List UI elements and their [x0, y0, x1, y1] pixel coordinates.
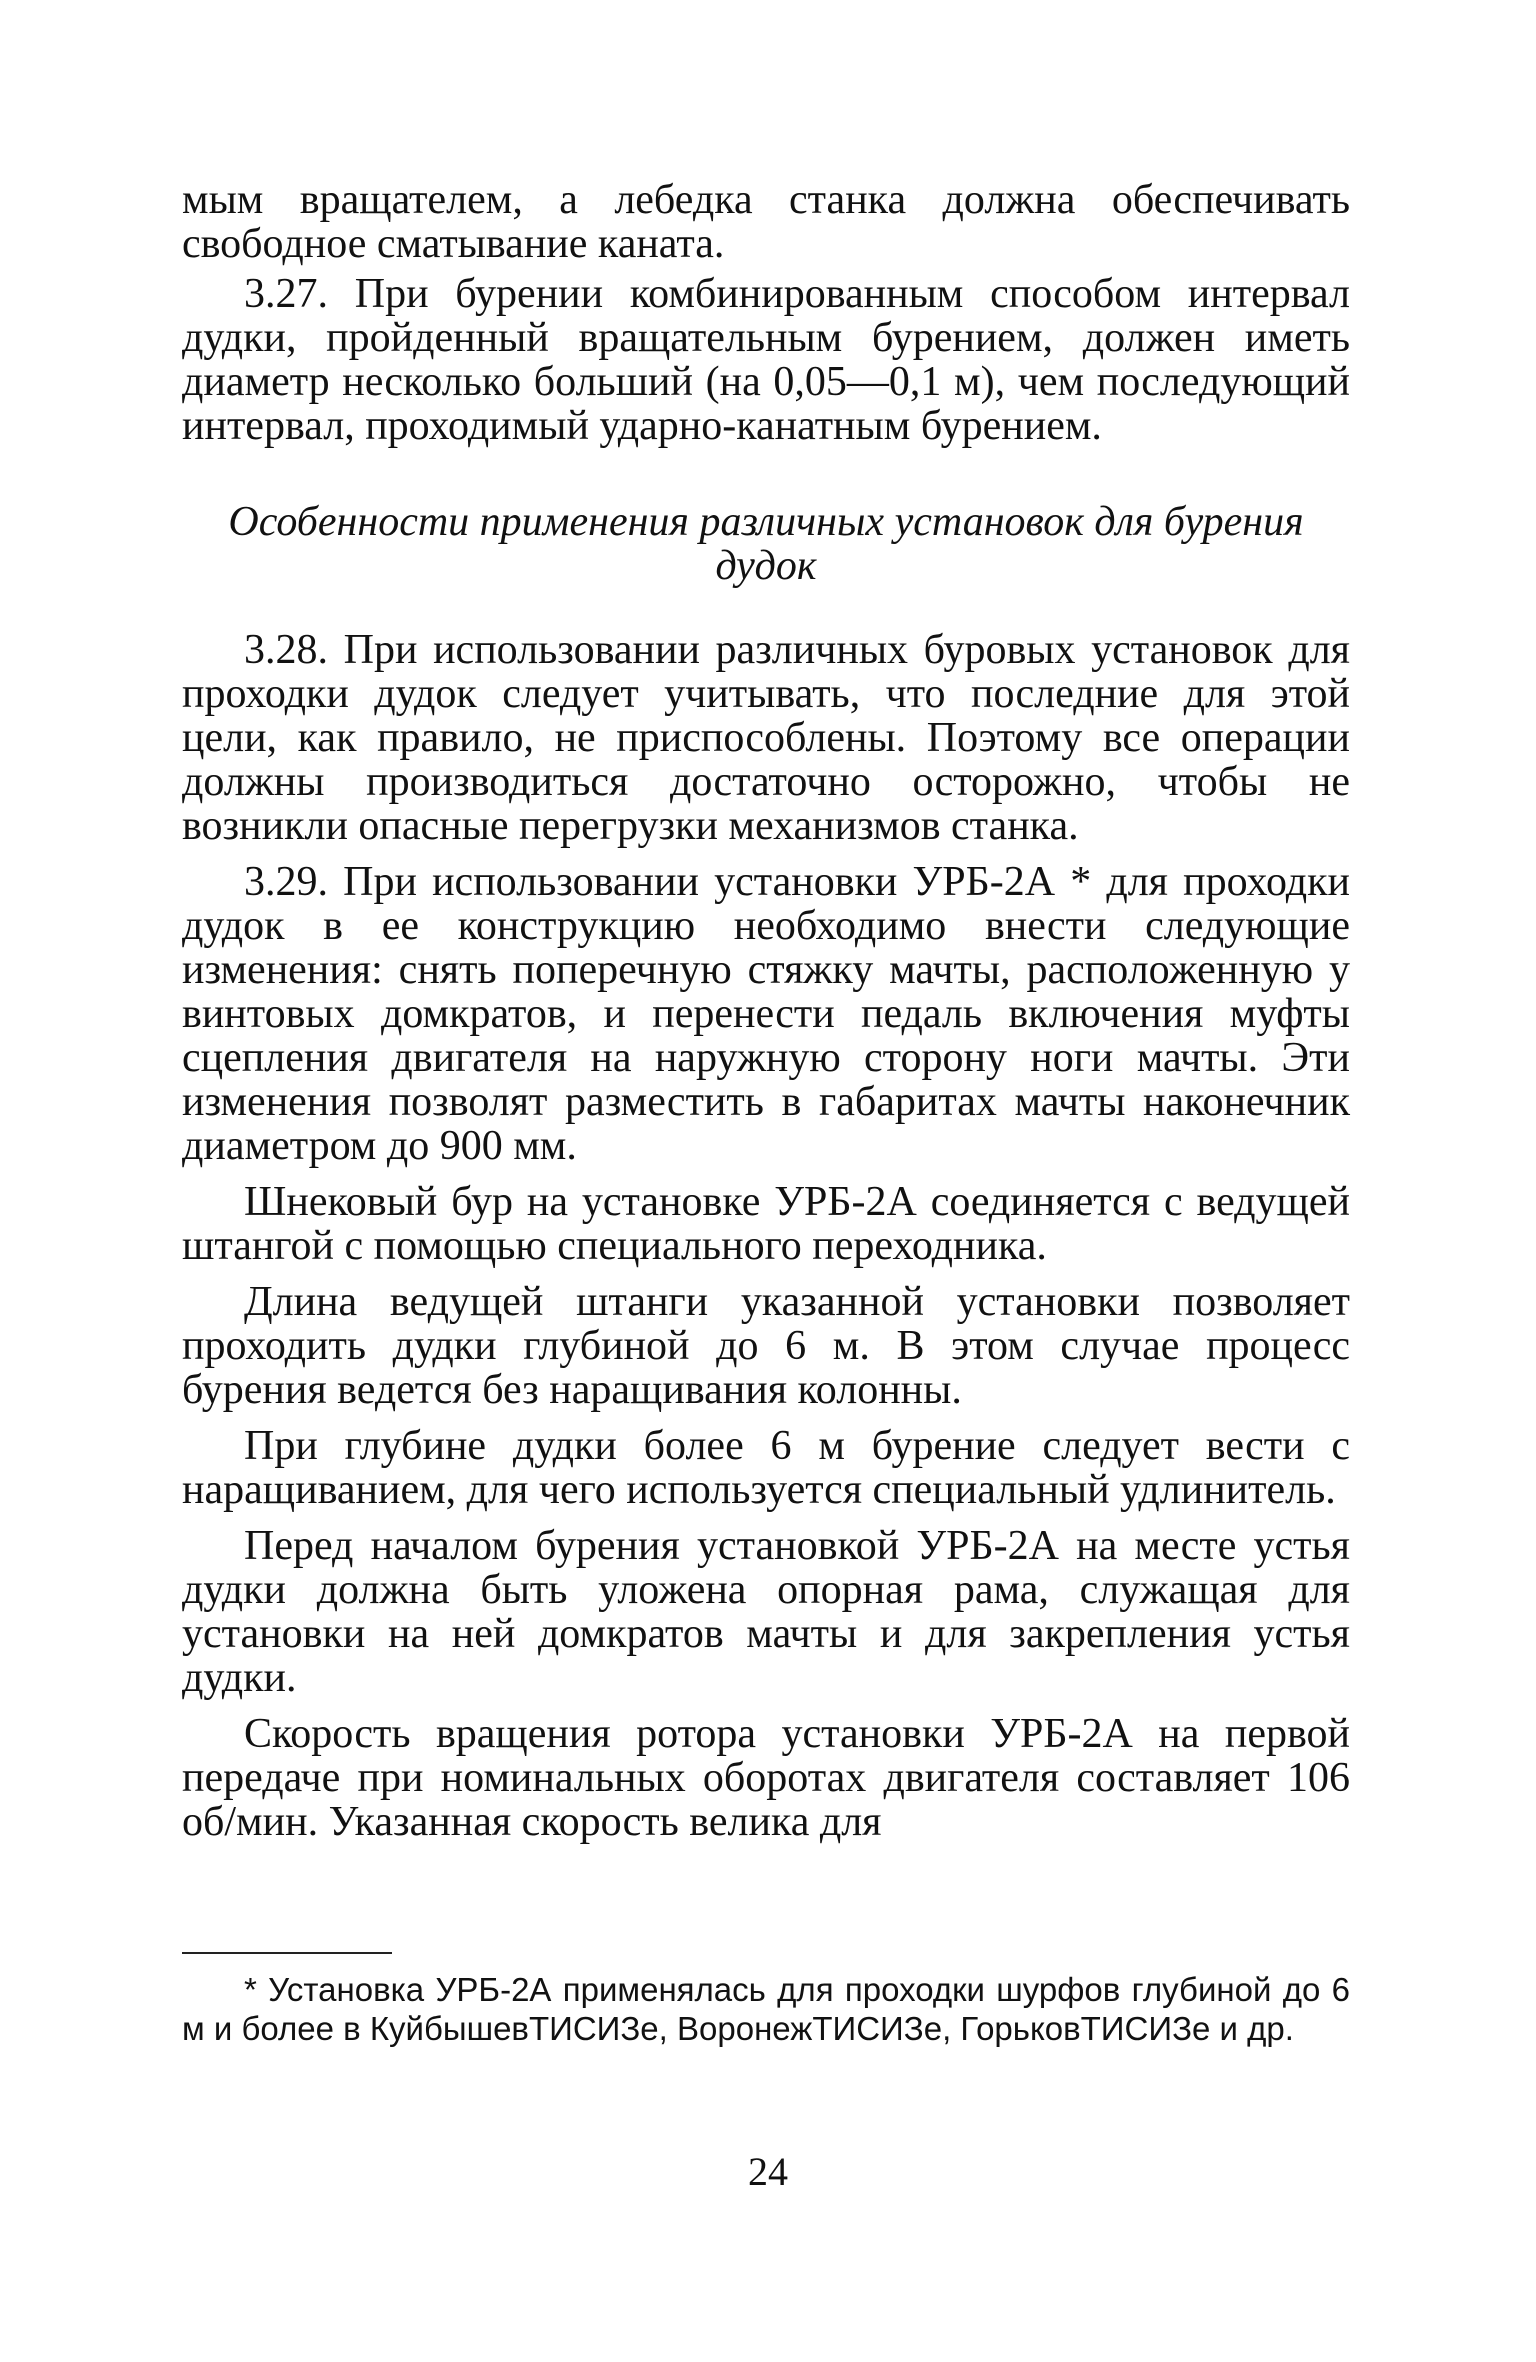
paragraph-3-27: 3.27. При бурении комбинированным способом интервал дудки, пройденный вращательным бурением, должен иметь диаметр несколько больший (на 0,05—0,1 м), чем последующий интервал, проходимый ударно-канатным бурением. — [182, 271, 1350, 449]
paragraph-pered: Перед началом бурения установкой УРБ-2А на месте устья дудки должна быть уложена опорная рама, служащая для установки на ней домкратов мачты и для закрепления устья дудки. — [182, 1523, 1350, 1701]
page-number: 24 — [748, 2149, 788, 2194]
section-heading-block — [182, 500, 1350, 588]
paragraph-3-29: 3.29. При использовании установки УРБ-2А * для проходки дудок в ее конструкцию необходимо внести следующие изменения: снять поперечную стяжку мачты, расположенную у винтовых домкратов, и перенести педаль включения муфты сцепления двигателя на наружную сторону ноги мачты. Эти изменения позволят разместить в габаритах мачты наконечник диаметром до 900 мм. — [182, 859, 1350, 1169]
footnote: * Установка УРБ-2А применялась для проходки шурфов глубиной до 6 м и более в КуйбышевТИСИЗе, ВоронежТИСИЗе, ГорьковТИСИЗе и др. — [182, 1971, 1350, 2047]
footnote-divider — [182, 1952, 392, 1954]
paragraph-glubina: При глубине дудки более 6 м бурение следует вести с наращиванием, для чего используется специальный удлинитель. — [182, 1423, 1350, 1513]
paragraph-3-28: 3.28. При использовании различных буровых установок для проходки дудок следует учитывать, что последние для этой цели, как правило, не приспособлены. Поэтому все операции должны производиться достаточно осторожно, чтобы не возникли опасные перегрузки механизмов станка. — [182, 627, 1350, 849]
paragraph-dlina: Длина ведущей штанги указанной установки позволяет проходить дудки глубиной до 6 м. В этом случае процесс бурения ведется без наращивания колонны. — [182, 1279, 1350, 1413]
main-text-column — [182, 178, 1350, 1844]
paragraph-continuation: мым вращателем, а лебедка станка должна обеспечивать свободное сматывание каната. — [182, 177, 1350, 267]
paragraph-skorost: Скорость вращения ротора установки УРБ-2А на первой передаче при номинальных оборотах двигателя составляет 106 об/мин. Указанная скорость велика для — [182, 1711, 1350, 1845]
section-heading: Особенности применения различных установок для бурения дудок — [228, 499, 1304, 589]
paragraph-shnek: Шнековый бур на установке УРБ-2А соединяется с ведущей штангой с помощью специального переходника. — [182, 1179, 1350, 1269]
